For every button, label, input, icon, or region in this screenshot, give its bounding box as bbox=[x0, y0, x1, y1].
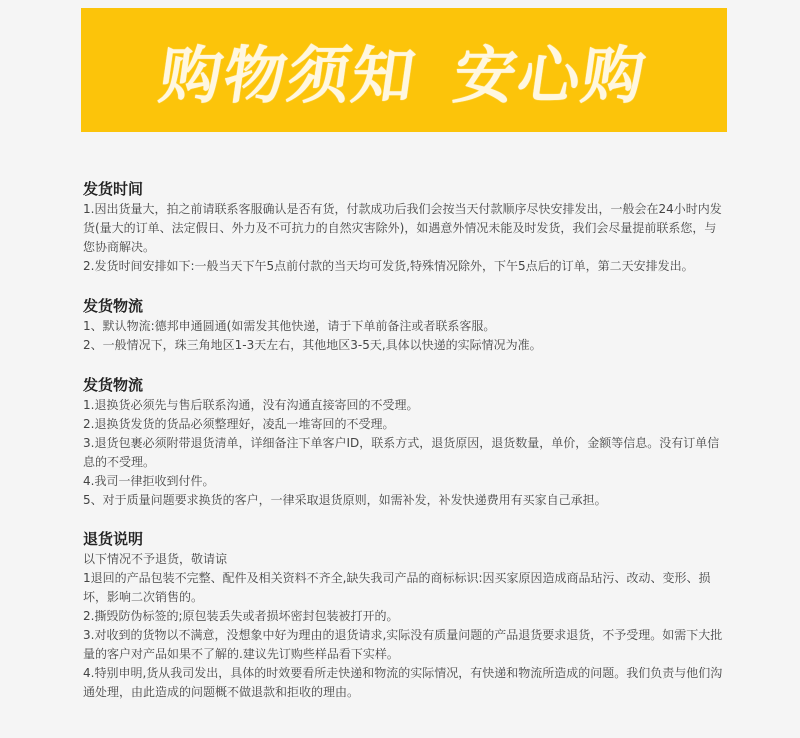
banner-title bbox=[155, 26, 654, 115]
section-returns-logistics bbox=[83, 375, 723, 510]
paragraph: 4.特别申明,货从我司发出，具体的时效要看所走快递和物流的实际情况，有快递和物流所造成的问题。我们负责与他们沟通处理，由此造成的问题概不做退款和拒收的理由。 bbox=[83, 666, 723, 699]
paragraph: 2.发货时间安排如下:一般当天下午5点前付款的当天均可发货,特殊情况除外，下午5点后的订单，第二天安排发出。 bbox=[83, 259, 694, 273]
banner-title-slogan: 安心购 bbox=[449, 38, 652, 112]
paragraph: 1.退换货必须先与售后联系沟通，没有沟通直接寄回的不受理。 bbox=[83, 398, 419, 412]
paragraph: 5、对于质量问题要求换货的客户，一律采取退货原则，如需补发，补发快递费用有买家自己承担。 bbox=[83, 493, 607, 507]
section-title: 发货物流 bbox=[83, 297, 144, 315]
notice-content bbox=[83, 179, 723, 702]
section-title: 退货说明 bbox=[83, 530, 144, 548]
paragraph: 1、默认物流:德邦申通圆通(如需发其他快递，请于下单前备注或者联系客服。 bbox=[83, 319, 496, 333]
paragraph: 2、一般情况下，珠三角地区1-3天左右，其他地区3-5天,具体以快递的实际情况为准。 bbox=[83, 338, 542, 352]
section-shipping-logistics bbox=[83, 296, 723, 355]
section-shipping-time bbox=[83, 179, 723, 276]
paragraph: 1退回的产品包装不完整、配件及相关资料不齐全,缺失我司产品的商标标识:因买家原因造成商品玷污、改动、变形、损坏，影响二次销售的。 bbox=[83, 571, 711, 604]
paragraph: 3.退货包裹必须附带退货清单，详细备注下单客户ID，联系方式，退货原因，退货数量，单价，金额等信息。没有订单信息的不受理。 bbox=[83, 436, 720, 469]
section-title: 发货物流 bbox=[83, 376, 144, 394]
paragraph: 2.撕毁防伪标签的;原包装丢失或者损坏密封包装被打开的。 bbox=[83, 609, 399, 623]
header-banner bbox=[81, 8, 727, 132]
paragraph: 4.我司一律拒收到付件。 bbox=[83, 474, 215, 488]
banner-title-main: 购物须知 bbox=[155, 38, 422, 112]
paragraph: 以下情况不予退货，敬请谅 bbox=[83, 552, 228, 566]
paragraph: 1.因出货量大，拍之前请联系客服确认是否有货，付款成功后我们会按当天付款顺序尽快安排发出，一般会在24小时内发货(量大的订单、法定假日、外力及不可抗力的自然灾害除外)，如遇意外情况未能及时发货，我们会尽量提前联系您，与您协商解决。 bbox=[83, 202, 722, 254]
section-return-policy bbox=[83, 529, 723, 702]
paragraph: 3.对收到的货物以不满意，没想象中好为理由的退货请求,实际没有质量问题的产品退货要求退货，不予受理。如需下大批量的客户对产品如果不了解的.建议先订购些样品看下实样。 bbox=[83, 628, 723, 661]
paragraph: 2.退换货发货的货品必须整理好，凌乱一堆寄回的不受理。 bbox=[83, 417, 395, 431]
section-title: 发货时间 bbox=[83, 180, 144, 198]
